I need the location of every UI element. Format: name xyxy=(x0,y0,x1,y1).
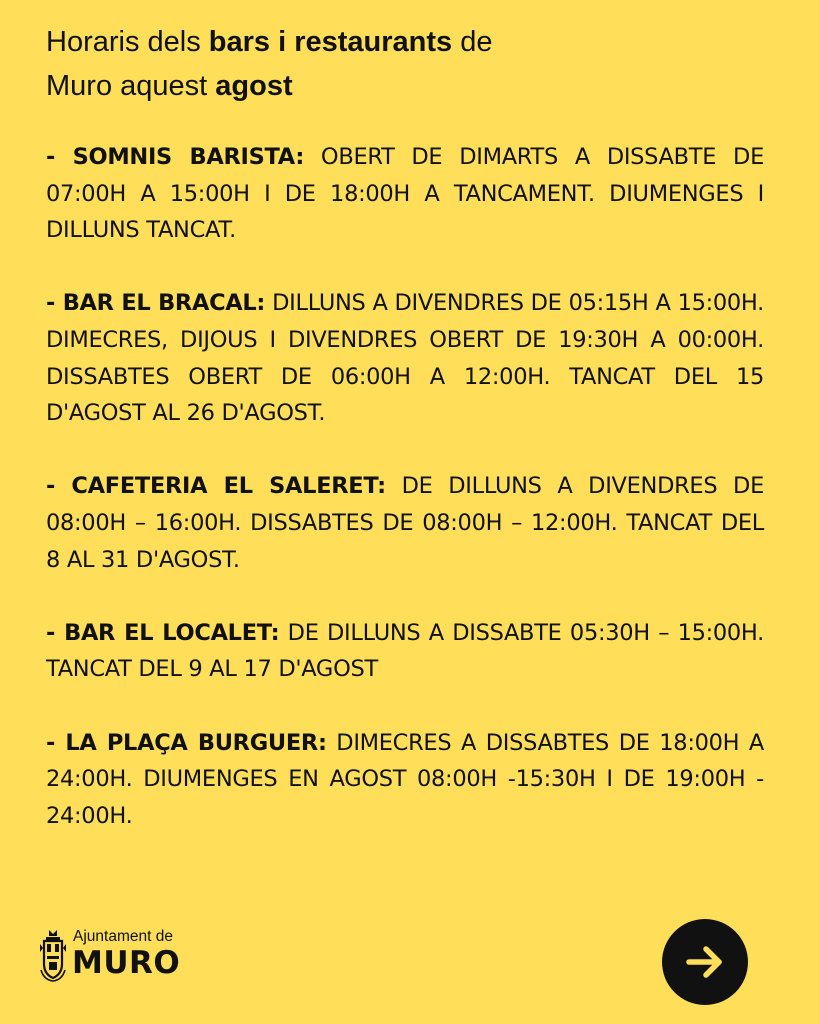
next-button[interactable] xyxy=(662,919,748,1005)
title-highlight-venues: bars i restaurants xyxy=(208,26,453,58)
entry-hours: DIMECRES A DISSABTES DE 18:00H A 24:00H. DIUMENGES EN AGOST 08:00H -15:30H I DE 19:00H - 24:00H. xyxy=(46,729,764,829)
ajuntament-muro-logo xyxy=(40,926,210,986)
coat-of-arms-icon xyxy=(40,930,66,982)
schedule-entry-bar-el-bracal xyxy=(46,285,764,431)
entry-hours: DE DILLUNS A DIVENDRES DE 08:00H – 16:00H. DISSABTES DE 08:00H – 12:00H. TANCAT DEL 8 AL 31 D'AGOST. xyxy=(46,473,764,573)
entry-hours: OBERT DE DIMARTS A DISSABTE DE 07:00H A 15:00H I DE 18:00H A TANCAMENT. DIUMENGES I DILLUNS TANCAT. xyxy=(46,144,764,244)
entry-name: - LA PLAÇA BURGUER: xyxy=(46,729,327,756)
entry-name: - CAFETERIA EL SALERET: xyxy=(46,473,386,500)
title-text-2: de xyxy=(452,26,493,58)
logo-subtitle: Ajuntament de xyxy=(73,928,173,945)
title-text-3: Muro aquest xyxy=(46,70,216,102)
schedule-entry-somnis-barista xyxy=(46,139,764,249)
schedule-entry-cafeteria-el-saleret xyxy=(46,468,764,578)
schedule-entry-bar-el-localet xyxy=(46,615,764,688)
logo-name: MURO xyxy=(72,945,181,981)
schedule-list xyxy=(46,139,764,834)
title-text-1: Horaris dels xyxy=(46,26,209,58)
page-title xyxy=(46,20,766,108)
title-highlight-month: agost xyxy=(215,70,293,102)
arrow-right-icon xyxy=(683,940,727,984)
entry-name: - SOMNIS BARISTA: xyxy=(46,144,305,170)
entry-hours: DE DILLUNS A DISSABTE 05:30H – 15:00H. TANCAT DEL 9 AL 17 D'AGOST xyxy=(46,619,764,683)
entry-name: - BAR EL LOCALET: xyxy=(46,619,280,646)
schedule-entry-la-placa-burguer xyxy=(46,725,764,835)
entry-hours: DILLUNS A DIVENDRES DE 05:15H A 15:00H. DIMECRES, DIJOUS I DIVENDRES OBERT DE 19:30H A 00:00H. DISSABTES OBERT DE 06:00H A 12:00H. TANCAT DEL 15 D'AGOST AL 26 D'AGOST. xyxy=(46,290,764,427)
entry-name: - BAR EL BRACAL: xyxy=(46,290,266,317)
